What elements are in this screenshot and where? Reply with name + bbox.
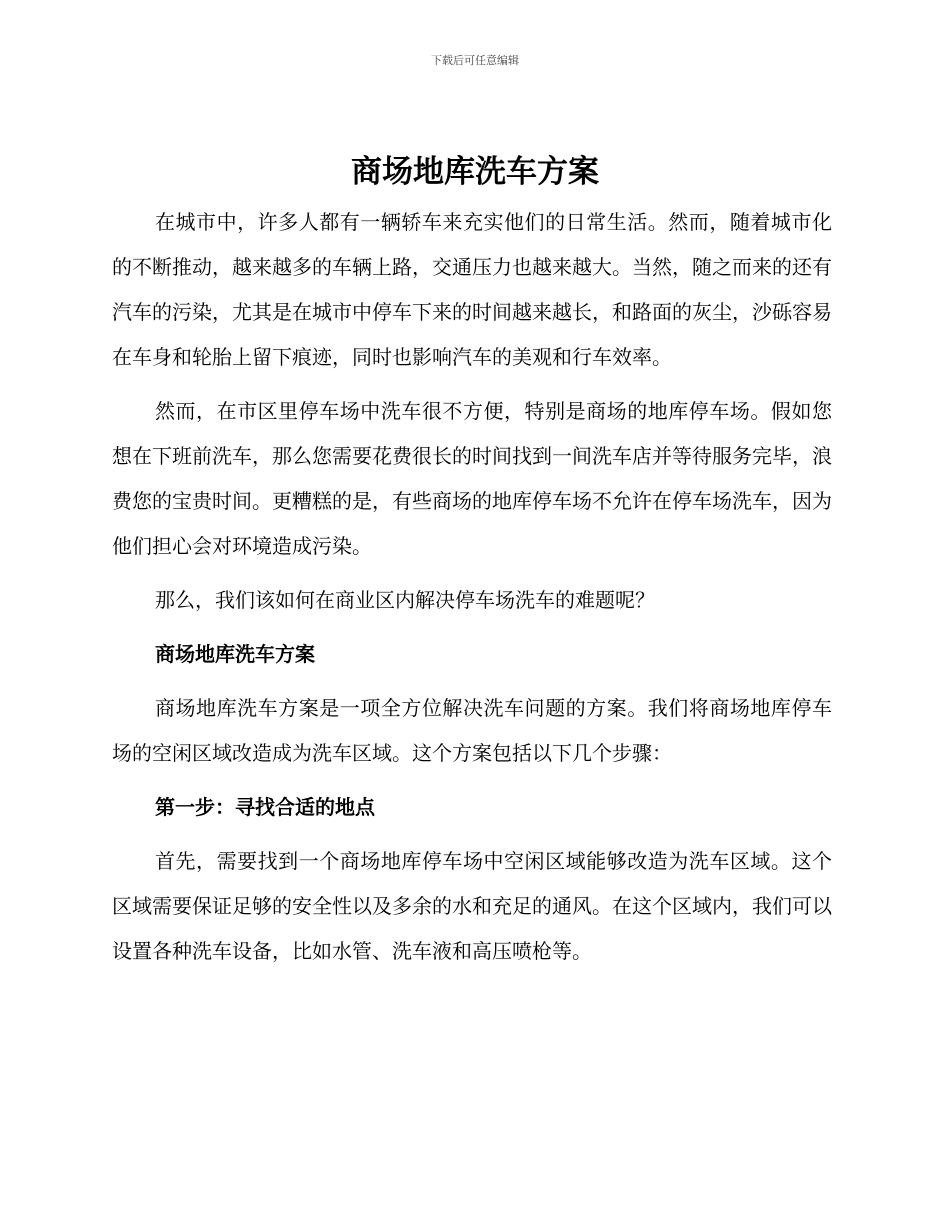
paragraph-step-one: 首先，需要找到一个商场地库停车场中空闲区域能够改造为洗车区域。这个区域需要保证足够的安全性以及多余的水和充足的通风。在这个区域内，我们可以设置各种洗车设备，比如水管、洗车液和高压喷枪等。 [112,849,832,963]
paragraph-intro: 在城市中，许多人都有一辆轿车来充实他们的日常生活。然而，随着城市化的不断推动，越来越多的车辆上路，交通压力也越来越大。当然，随之而来的还有汽车的污染，尤其是在城市中停车下来的时间越来越长，和路面的灰尘，沙砾容易在车身和轮胎上留下痕迹，同时也影响汽车的美观和行车效率。 [112,210,832,369]
document-body [112,200,832,974]
paragraph-problem: 然而，在市区里停车场中洗车很不方便，特别是商场的地库停车场。假如您想在下班前洗车，那么您需要花费很长的时间找到一间洗车店并等待服务完毕，浪费您的宝贵时间。更糟糕的是，有些商场的地库停车场不允许在停车场洗车，因为他们担心会对环境造成污染。 [112,399,832,558]
paragraph-question: 那么，我们该如何在商业区内解决停车场洗车的难题呢？ [155,588,655,612]
paragraph-plan: 商场地库洗车方案是一项全方位解决洗车问题的方案。我们将商场地库停车场的空闲区域改造成为洗车区域。这个方案包括以下几个步骤： [112,696,832,765]
section-heading-step-one: 第一步：寻找合适的地点 [155,795,375,819]
document-title: 商场地库洗车方案 [351,154,599,190]
header-note: 下载后可任意编辑 [431,54,519,67]
section-heading-plan: 商场地库洗车方案 [155,642,315,666]
